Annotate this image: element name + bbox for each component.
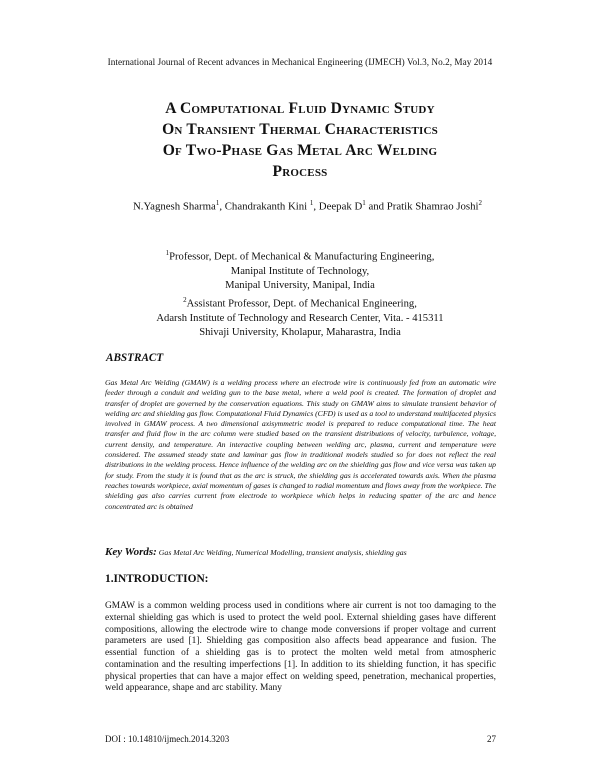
author-affiliation-mark: 1	[215, 199, 220, 207]
title-line: A Computational Fluid Dynamic Study	[165, 100, 435, 117]
title-line: Of Two-Phase Gas Metal Arc Welding	[162, 142, 438, 159]
affiliation-text: Professor, Dept. of Mechanical & Manufacturing Engineering,	[169, 251, 435, 263]
affiliation-text: Assistant Professor, Dept. of Mechanical Engineering,	[186, 298, 417, 310]
author-name: , Deepak D	[313, 200, 363, 213]
author-list	[110, 197, 505, 214]
affiliation-line: Shivaji University, Kholapur, Maharastra, India	[199, 326, 401, 338]
page-number: 27	[487, 734, 496, 744]
author-name: , Chandrakanth Kini	[219, 200, 310, 213]
title-line: Process	[272, 163, 328, 180]
affiliation-1	[60, 246, 540, 293]
abstract-heading: ABSTRACT	[106, 352, 164, 364]
footer-doi: DOI : 10.14810/ijmech.2014.3203	[105, 734, 230, 744]
keywords	[105, 546, 500, 558]
paper-title	[60, 98, 540, 182]
keywords-text: Gas Metal Arc Welding, Numerical Modelling, transient analysis, shielding gas	[156, 548, 407, 557]
section-heading-introduction: 1.INTRODUCTION:	[105, 573, 209, 585]
affiliation-line: Manipal University, Manipal, India	[225, 279, 375, 291]
author-name: and Pratik Shamrao Joshi	[365, 200, 479, 213]
author-affiliation-mark: 1	[362, 199, 366, 207]
abstract-text: Gas Metal Arc Welding (GMAW) is a welding process where an electrode wire is continuously fed from an automatic wire feeder through a conduit and welding gun to the base metal, where a weld pool is created. The formation of droplet and transfer of droplet are governed by the conservation equations. This study on GMAW aims to simulate transient behavior of welding arc and shielding gas flow. Computational Fluid Dynamics (CFD) is used as a tool to understand multifaceted physics involved in GMAW process. A two dimensional axisymmetric model is prepared to reduce computational time. The heat transfer and fluid flow in the arc column were studied based on the transient distributions of velocity, turbulence, voltage, current density, and temperature. An interactive coupling between welding arc, plasma, current and temperature were considered. The assumed steady state and laminar gas flow in traditional models studied so for does not reflect the real distributions in the welding process. Hence influence of the welding arc on the shielding gas flow and vice versa was taken up for study. From the study it is found that as the arc is struck, the shielding gas is accelerated towards axis. When the plasma reaches towards workpiece, axial momentum of gases is changed to radial momentum and flows away from the workpiece. The shielding gas also carries current from electrode to workpiece which helps in reducing spatter of the arc and hence concentrated arc is obtained	[105, 378, 496, 511]
page-footer	[105, 734, 496, 744]
author-name: N.Yagnesh Sharma	[132, 200, 216, 213]
title-line: On Transient Thermal Characteristics	[162, 121, 438, 138]
author-affiliation-mark: 2	[478, 199, 483, 207]
keywords-label: Key Words:	[105, 546, 157, 558]
affiliation-line: Adarsh Institute of Technology and Research Center, Vita. - 415311	[156, 312, 444, 324]
journal-header: International Journal of Recent advances in Mechanical Engineering (IJMECH) Vol.3, No.2, May 2014	[107, 57, 493, 67]
affiliation-mark: 2	[183, 296, 187, 304]
affiliation-line	[60, 246, 540, 265]
author-affiliation-mark: 1	[309, 199, 314, 207]
affiliation-mark: 1	[165, 249, 170, 257]
affiliation-line	[60, 293, 540, 312]
affiliation-line: Manipal Institute of Technology,	[230, 265, 370, 277]
affiliation-2	[60, 293, 540, 340]
introduction-text: GMAW is a common welding process used in conditions where air current is not too damaging to the external shielding gas which is used to protect the weld pool. External shielding gases have different compositions, allowing the electrode wire to change mode conversions if proper voltage and current parameters are used [1]. Shielding gas composition also affects bead appearance and fusion. The essential function of a shielding gas is to protect the molten weld metal from atmospheric contamination and the resulting imperfections [1]. In addition to its shielding function, it has specific physical properties that can have a major effect on welding speed, penetration, mechanical properties, weld appearance, shape and arc stability. Many	[105, 601, 496, 694]
